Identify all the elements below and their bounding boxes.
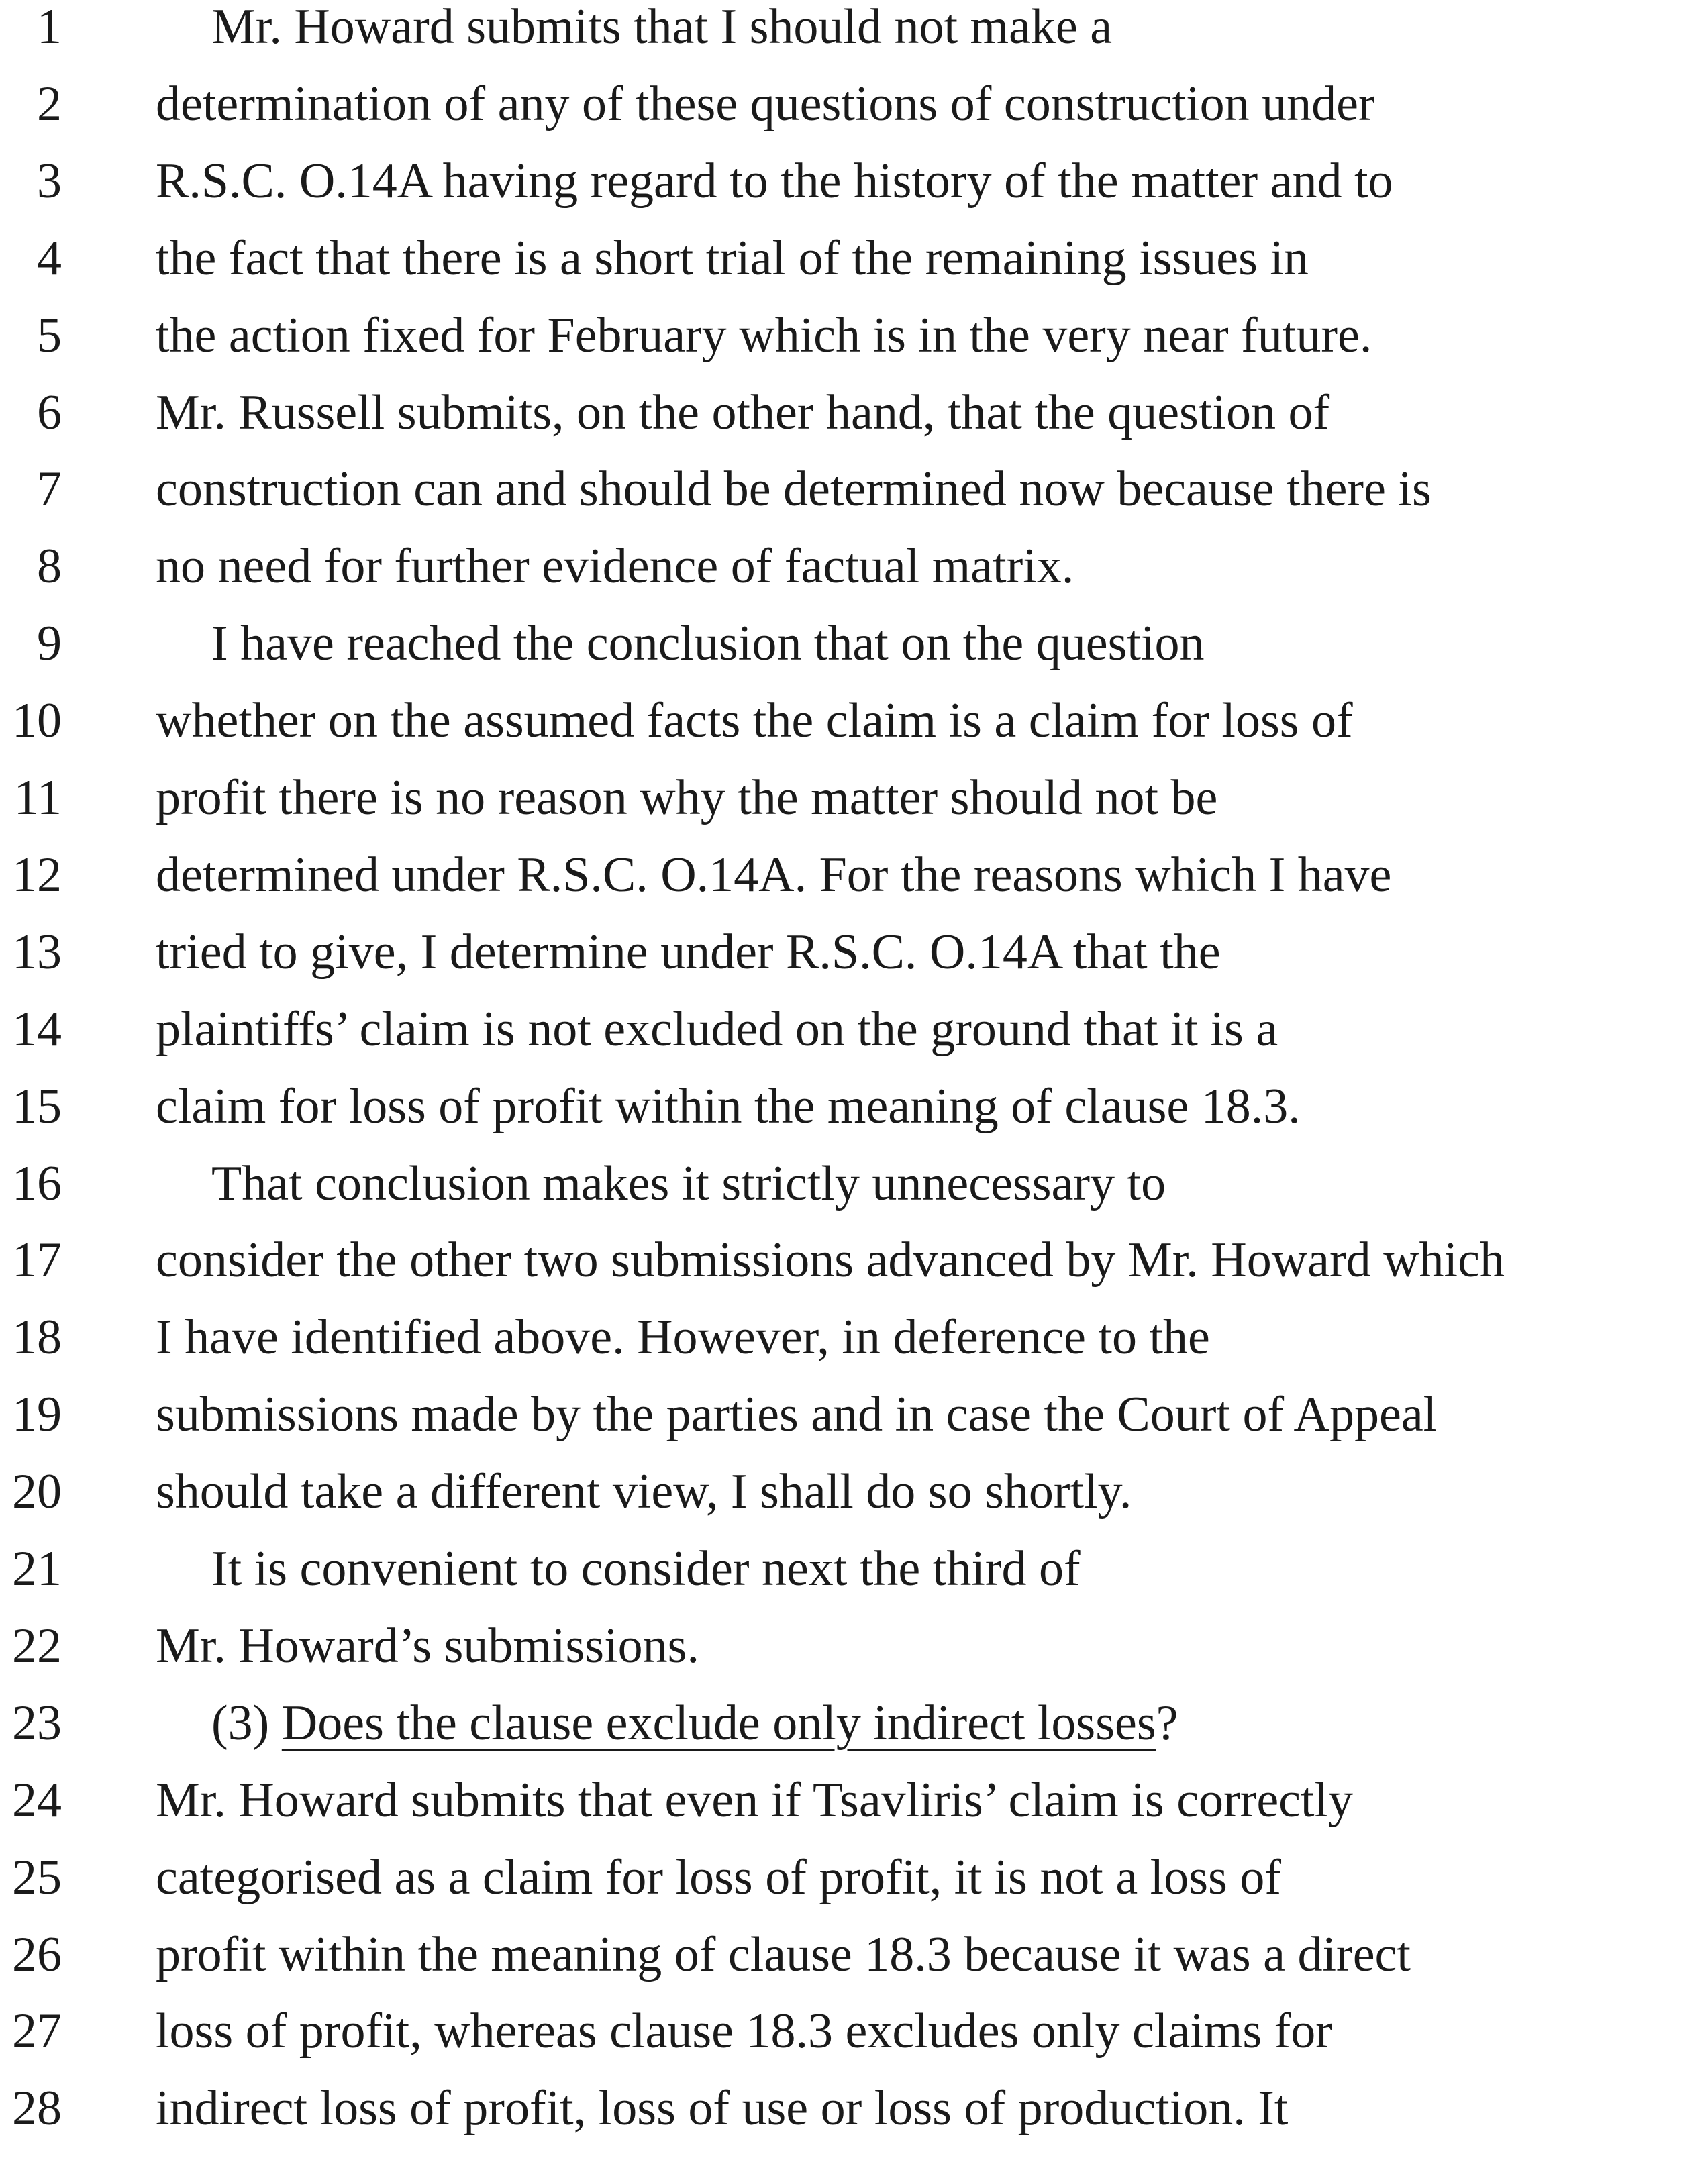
line-text: categorised as a claim for loss of profit, it is not a loss of	[156, 1849, 1281, 1905]
line-number: 18	[12, 1310, 62, 1366]
document-line	[0, 2069, 1708, 2147]
line-number: 2	[37, 76, 62, 132]
line-text: I have identified above. However, in deference to the	[156, 1310, 1210, 1366]
document-line	[0, 1992, 1708, 2070]
line-number: 27	[12, 2004, 62, 2059]
document-line	[0, 1684, 1708, 1762]
document-line	[0, 605, 1708, 682]
line-text: tried to give, I determine under R.S.C. O.14A that the	[156, 924, 1221, 980]
line-number: 3	[37, 153, 62, 209]
line-number: 17	[12, 1233, 62, 1288]
line-text: whether on the assumed facts the claim is a claim for loss of	[156, 693, 1353, 749]
document-line	[0, 142, 1708, 220]
document-line	[0, 1761, 1708, 1839]
line-number: 4	[37, 230, 62, 286]
document-line	[0, 374, 1708, 452]
document-line	[0, 65, 1708, 143]
document-line	[0, 836, 1708, 914]
line-text: R.S.C. O.14A having regard to the history of the matter and to	[156, 153, 1393, 209]
document-line	[0, 1068, 1708, 1145]
line-number: 5	[37, 307, 62, 363]
document-line	[0, 990, 1708, 1068]
line-text: That conclusion makes it strictly unnecessary to	[211, 1155, 1166, 1211]
line-number: 25	[12, 1849, 62, 1905]
document-line	[0, 913, 1708, 991]
line-text: Mr. Howard submits that even if Tsavliris’ claim is correctly	[156, 1772, 1354, 1828]
document-line	[0, 219, 1708, 297]
line-number: 20	[12, 1464, 62, 1520]
line-number: 23	[12, 1695, 62, 1751]
line-text: submissions made by the parties and in case the Court of Appeal	[156, 1387, 1438, 1443]
line-text: Mr. Howard’s submissions.	[156, 1618, 699, 1674]
line-number: 22	[12, 1618, 62, 1674]
line-number: 12	[12, 847, 62, 903]
line-number: 14	[12, 1001, 62, 1057]
line-number: 8	[37, 539, 62, 595]
line-text: It is convenient to consider next the third of	[211, 1541, 1081, 1596]
line-text: should take a different view, I shall do so shortly.	[156, 1464, 1132, 1520]
line-number: 15	[12, 1078, 62, 1134]
line-text: determined under R.S.C. O.14A. For the reasons which I have	[156, 847, 1392, 903]
line-number: 13	[12, 924, 62, 980]
document-line	[0, 1145, 1708, 1223]
line-text: Mr. Russell submits, on the other hand, that the question of	[156, 384, 1330, 440]
line-text: Mr. Howard submits that I should not make a	[211, 0, 1113, 54]
document-line	[0, 1607, 1708, 1685]
document-line	[0, 1530, 1708, 1608]
document-line	[0, 1453, 1708, 1531]
line-number: 19	[12, 1387, 62, 1443]
document-line	[0, 0, 1708, 66]
line-number: 11	[13, 770, 62, 825]
line-number: 6	[37, 384, 62, 440]
line-text: consider the other two submissions advanced by Mr. Howard which	[156, 1233, 1505, 1288]
line-number: 24	[12, 1772, 62, 1828]
line-text: I have reached the conclusion that on the question	[211, 616, 1205, 672]
line-text: determination of any of these questions of construction under	[156, 76, 1375, 132]
document-line	[0, 297, 1708, 374]
line-text: no need for further evidence of factual matrix.	[156, 539, 1074, 595]
line-number: 28	[12, 2081, 62, 2137]
line-number: 26	[12, 1926, 62, 1982]
line-text: plaintiffs’ claim is not excluded on the ground that it is a	[156, 1001, 1278, 1057]
document-line	[0, 682, 1708, 760]
line-text: the fact that there is a short trial of the remaining issues in	[156, 230, 1309, 286]
section-heading: Does the clause exclude only indirect losses	[281, 1695, 1156, 1751]
section-heading-suffix: ?	[1156, 1695, 1178, 1751]
document-line	[0, 1376, 1708, 1453]
line-number: 10	[12, 693, 62, 749]
section-number: (3)	[211, 1695, 282, 1751]
line-text: claim for loss of profit within the meaning of clause 18.3.	[156, 1078, 1301, 1134]
line-text	[211, 1684, 1178, 1762]
document-line	[0, 1221, 1708, 1299]
document-line	[0, 1298, 1708, 1376]
line-number: 7	[37, 462, 62, 517]
document-line	[0, 1916, 1708, 1994]
document-line	[0, 527, 1708, 605]
document-line	[0, 450, 1708, 528]
line-text: the action fixed for February which is in the very near future.	[156, 307, 1372, 363]
document-line	[0, 1839, 1708, 1916]
line-text: construction can and should be determined now because there is	[156, 462, 1431, 517]
line-text: profit there is no reason why the matter should not be	[156, 770, 1218, 825]
line-number: 21	[12, 1541, 62, 1596]
line-number: 1	[37, 0, 62, 54]
line-text: profit within the meaning of clause 18.3 because it was a direct	[156, 1926, 1411, 1982]
line-number: 9	[37, 616, 62, 672]
line-number: 16	[12, 1155, 62, 1211]
document-line	[0, 759, 1708, 837]
line-text: loss of profit, whereas clause 18.3 excludes only claims for	[156, 2004, 1332, 2059]
line-text: indirect loss of profit, loss of use or loss of production. It	[156, 2081, 1289, 2137]
